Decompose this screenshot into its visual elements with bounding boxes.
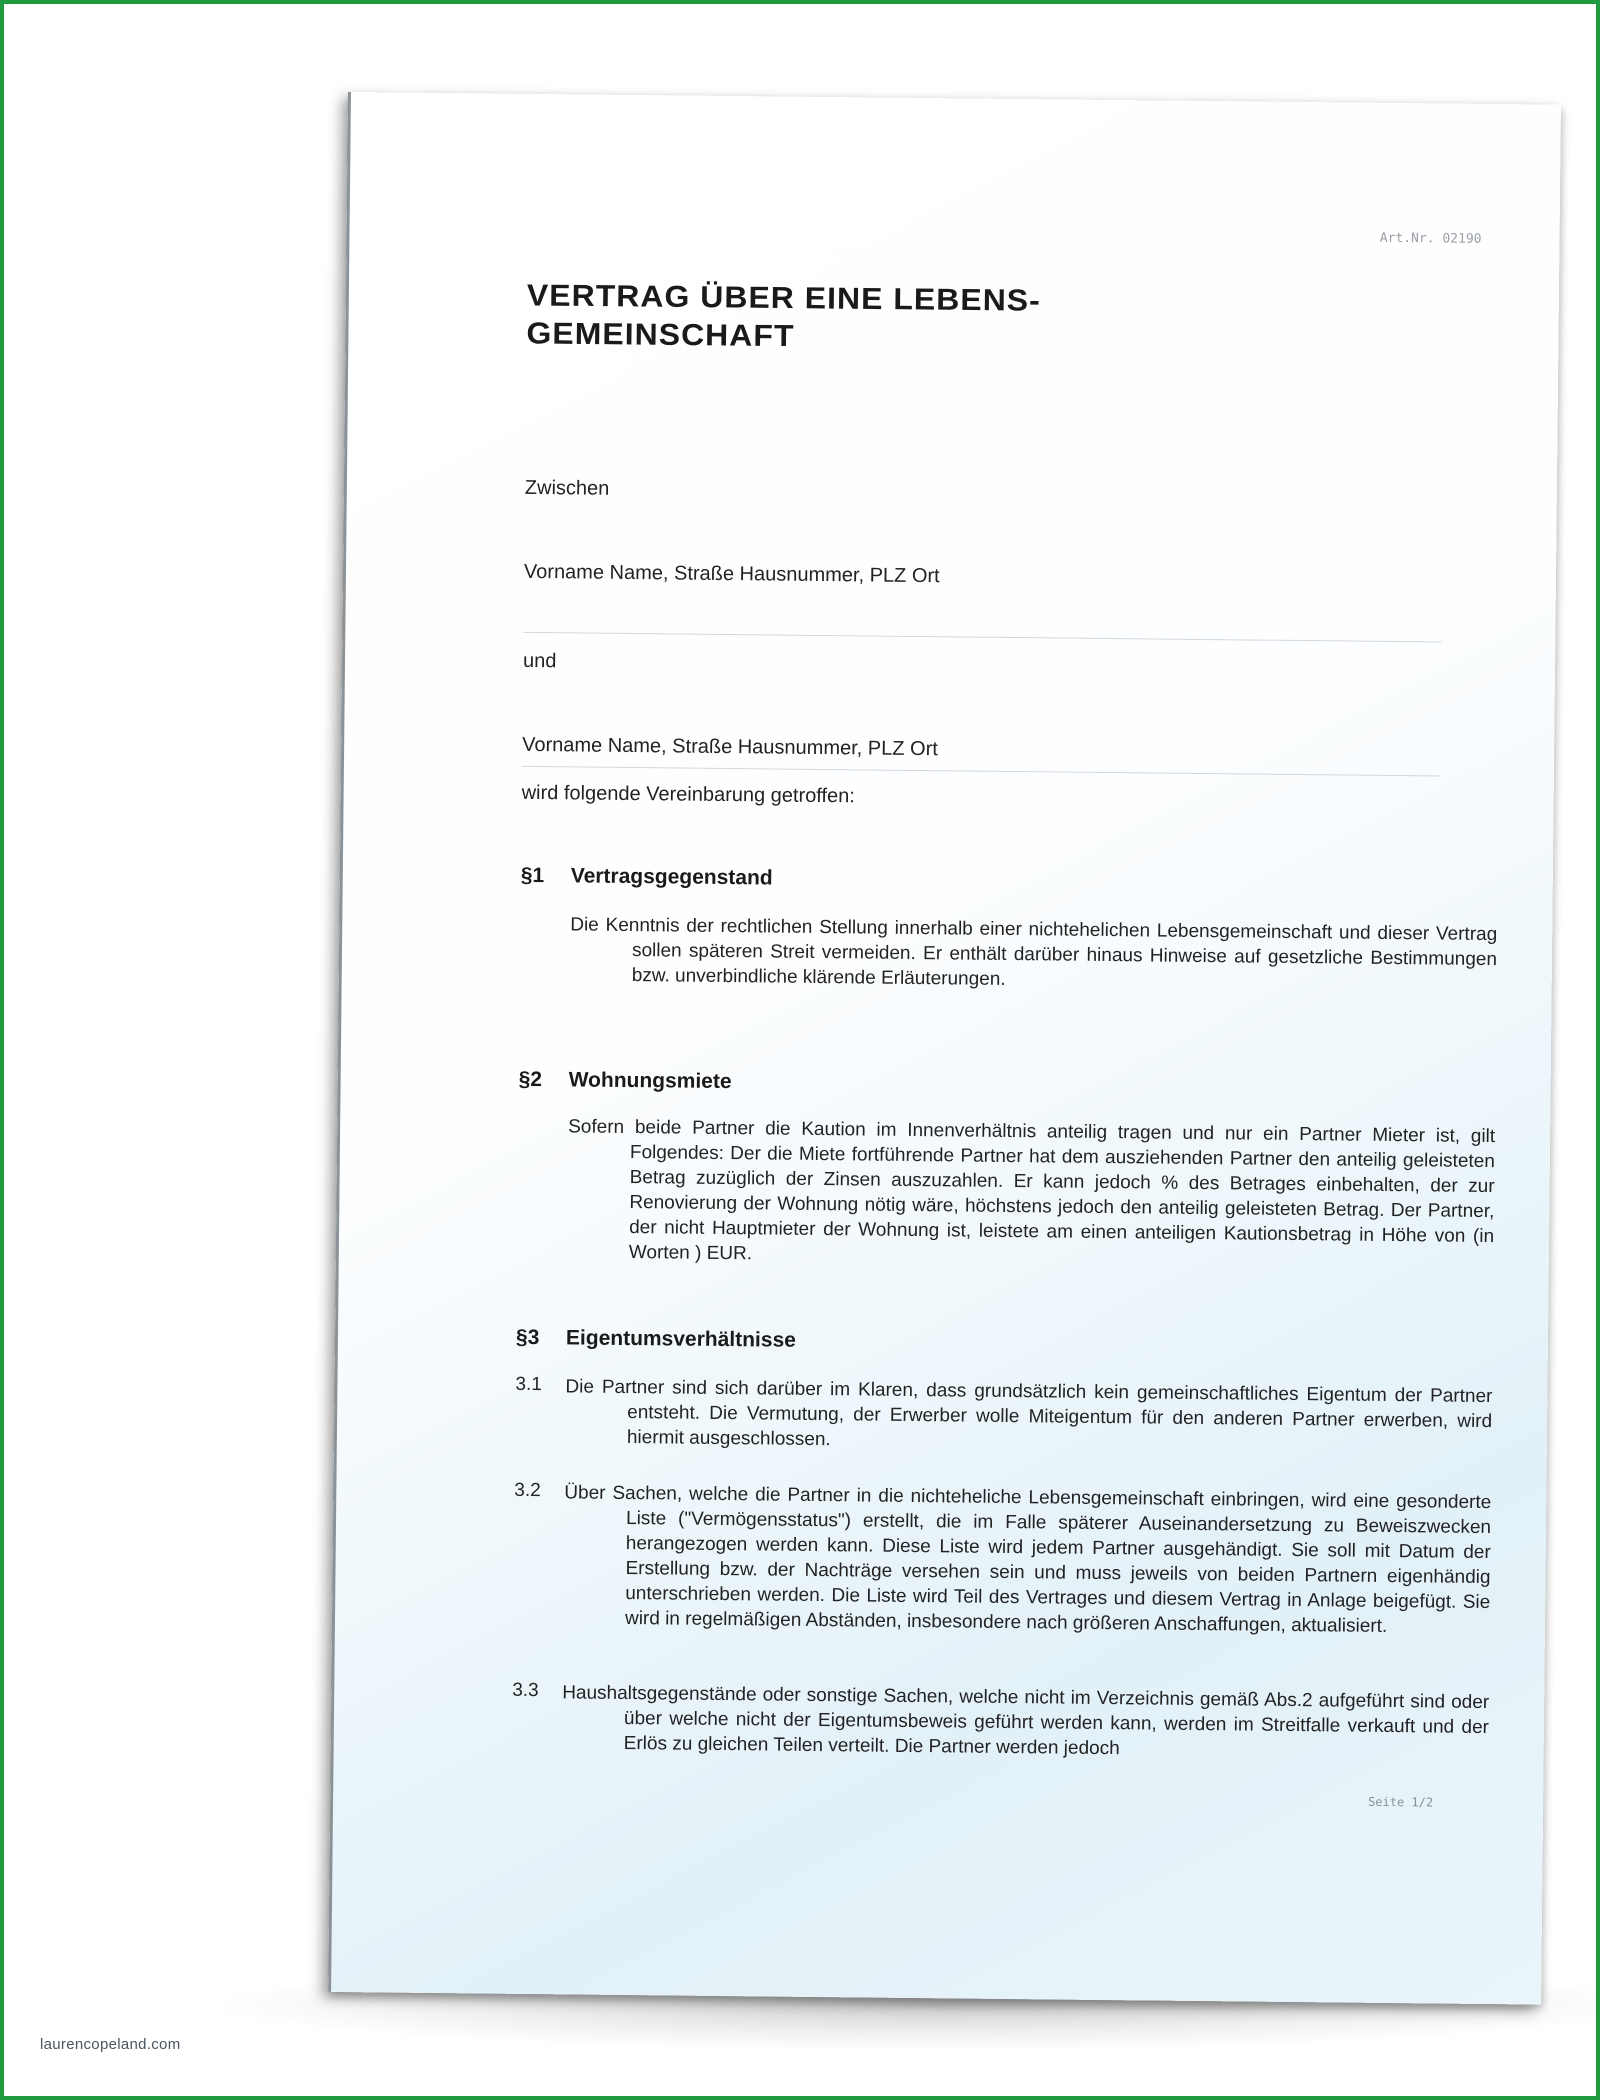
party-1-address: Vorname Name, Straße Hausnummer, PLZ Ort (523, 560, 940, 588)
party-1-divider (523, 632, 1441, 643)
item-3-1-text: Die Partner sind sich darüber im Klaren, dass grundsätzlich kein gemeinschaftliches Eigentum der Partner entsteht. Die Vermutung, der Erwerber wolle Miteigentum für den anderen Partner erwerben, wird hiermit ausgeschlossen. (565, 1376, 1493, 1451)
section-2-heading: Wohnungsmiete (568, 1068, 732, 1094)
item-3-3-text: Haushaltsgegenstände oder sonstige Sachen, welche nicht im Verzeichnis gemäß Abs.2 aufgeführt sind oder über welche nicht der Eigentumsbeweis geführt werden kann, werden im Streitfalle verkauft und der Erlös zu gleichen Teilen verteilt. Die Partner werden jedoch (562, 1682, 1490, 1760)
agreement-text: wird folgende Vereinbarung getroffen: (521, 781, 855, 808)
article-number: Art.Nr. 02190 (1379, 230, 1482, 247)
item-3-1-number: 3.1 (515, 1373, 543, 1396)
section-2-number: §2 (518, 1067, 543, 1092)
section-3-heading: Eigentumsverhältnisse (565, 1326, 796, 1352)
section-1-heading: Vertragsgegenstand (570, 864, 773, 890)
document-title (526, 276, 1227, 359)
title-line-1: VERTRAG ÜBER EINE LEBENS- (526, 277, 1041, 318)
party-2-address: Vorname Name, Straße Hausnummer, PLZ Ort (522, 733, 938, 761)
between-label: Zwischen (524, 476, 610, 500)
item-3-2-number: 3.2 (514, 1479, 541, 1502)
watermark: laurencopeland.com (40, 2036, 181, 2053)
item-3-2-text: Über Sachen, welche die Partner in die nichteheliche Lebensgemeinschaft einbringen, wird eine gesonderte Liste ("Vermögensstatus") erstellt, die im Falle späterer Auseinandersetzung zu Beweiszwecken herangezogen werden kann. Diese Liste wird jedem Partner ausgehändigt. Sie soll mit Datum der Erstellung bzw. der Nachträge versehen sein und muss jeweils von beiden Partnern eigenhändig unterschrieben werden. Die Liste wird Teil des Vertrages und diesem Vertrag in Anlage beigefügt. Sie wird in regelmäßigen Abständen, insbesondere nach größeren Anschaffungen, aktualisiert. (564, 1482, 1492, 1637)
section-3-title (516, 1326, 796, 1353)
section-1-text: Die Kenntnis der rechtlichen Stellung innerhalb einer nichtehelichen Lebensgemeinschaft und dieser Vertrag sollen späteren Streit vermeiden. Er enthält darüber hinaus Hinweise auf gesetzliche Bestimmungen bzw. unverbindliche klärende Erläuterungen. (570, 914, 1498, 990)
section-1-number: §1 (520, 863, 545, 888)
party-2-divider (522, 766, 1440, 777)
page-number: Seite 1/2 (1368, 1794, 1434, 1810)
section-2-text: Sofern beide Partner die Kaution im Innenverhältnis anteilig tragen und nur ein Partner Mieter ist, gilt Folgendes: Der die Miete fortführende Partner hat dem ausziehenden Partner den anteilig geleisteten Betrag zuzüglich der Zinsen auszuzahlen. Er kann jedoch % des Betrages einbehalten, der zur Renovierung der Wohnung nötig wäre, höchstens jedoch den anteilig geleisteten Betrag. Der Partner, der nicht Hauptmieter der Wohnung ist, leistete am einen anteiligen Kautionsbetrag in Höhe von (in Worten ) EUR. (568, 1116, 1496, 1265)
section-3-number: §3 (515, 1325, 540, 1350)
title-line-2: GEMEINSCHAFT (526, 315, 795, 353)
and-label: und (522, 649, 557, 673)
section-2-title (519, 1068, 732, 1094)
document-page (328, 92, 1561, 2005)
item-3-3-number: 3.3 (512, 1679, 539, 1702)
section-1-title (521, 864, 773, 891)
